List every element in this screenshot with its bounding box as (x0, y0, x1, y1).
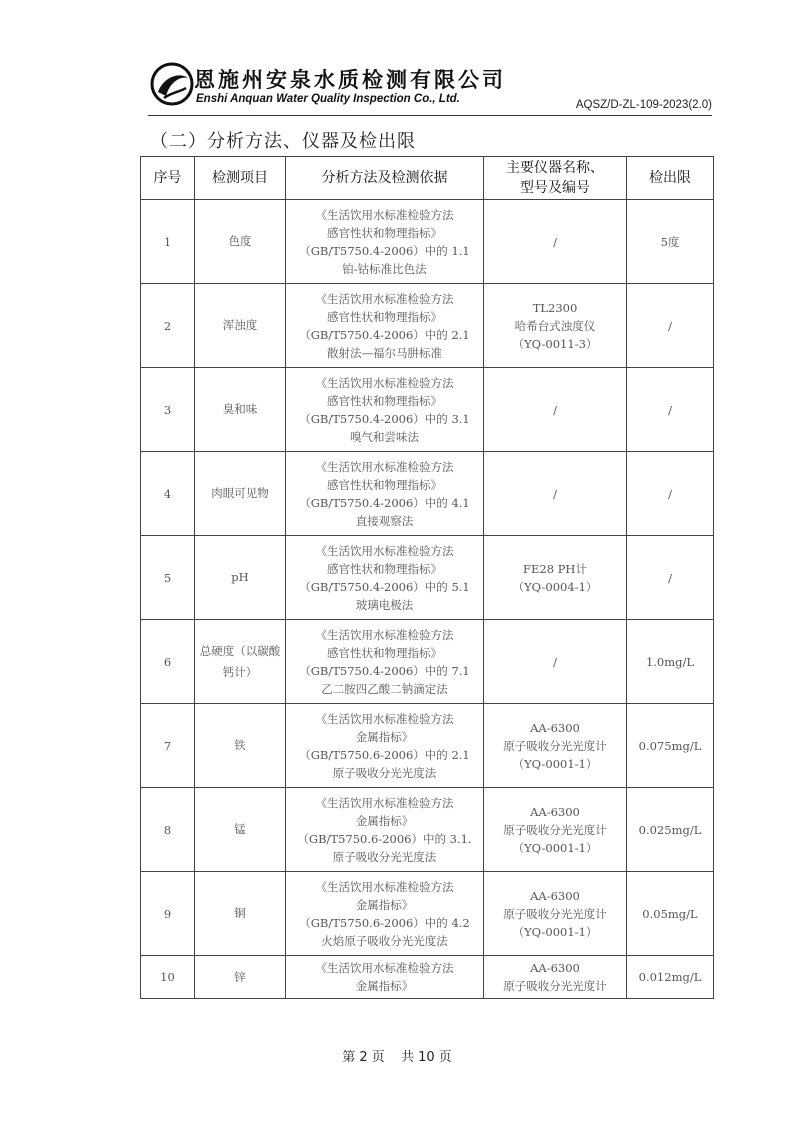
header-instrument (484, 157, 627, 200)
cell-item (195, 284, 286, 368)
cell-limit (627, 872, 714, 956)
cell-limit-text: / (668, 570, 672, 585)
cell-instrument-line: 原子吸收分光光度计 (503, 979, 607, 993)
cell-item-text: 臭和味 (222, 402, 258, 416)
cell-method (286, 368, 484, 452)
cell-item (195, 620, 286, 704)
page-total: 共 10 页 (400, 1050, 452, 1065)
cell-limit (627, 956, 714, 999)
cell-method-line: 感官性状和物理指标》 (327, 309, 442, 324)
cell-no (141, 872, 195, 956)
cell-method-line: 感官性状和物理指标》 (327, 561, 442, 576)
cell-method-line: （GB/T5750.6-2006）中的 4.2 (299, 915, 470, 930)
cell-method-line: 原子吸收分光光度法 (332, 765, 437, 780)
cell-method-line: （GB/T5750.6-2006）中的 2.1 (299, 747, 470, 762)
header-instrument-line2: 型号及编号 (520, 180, 590, 196)
cell-method-line: 《生活饮用水标准检验方法 (315, 207, 454, 222)
cell-no-text: 2 (163, 318, 172, 333)
cell-limit (627, 368, 714, 452)
cell-instrument-line: 原子吸收分光光度计 (503, 822, 607, 837)
cell-no-text: 9 (163, 906, 172, 921)
cell-limit (627, 452, 714, 536)
header-item: 检测项目 (195, 157, 286, 200)
table-row (141, 704, 714, 788)
cell-item-text: 铁 (234, 738, 246, 752)
cell-no (141, 284, 195, 368)
table-row (141, 368, 714, 452)
cell-instrument-line: （YQ-0001-1） (512, 840, 598, 855)
cell-method-line: （GB/T5750.4-2006）中的 7.1 (299, 663, 470, 678)
cell-method-line: 《生活饮用水标准检验方法 (315, 543, 454, 558)
cell-instrument-line: FE28 PH计 (523, 561, 587, 576)
cell-method-line: 感官性状和物理指标》 (327, 477, 442, 492)
header-instrument-line1: 主要仪器名称、 (506, 160, 604, 176)
cell-no-text: 6 (163, 654, 172, 669)
cell-instrument-line: （YQ-0004-1） (512, 579, 598, 594)
cell-limit (627, 536, 714, 620)
cell-method (286, 536, 484, 620)
cell-item-text: 肉眼可见物 (211, 486, 269, 500)
cell-item (195, 788, 286, 872)
header-divider (148, 115, 712, 116)
cell-instrument-line: AA-6300 (530, 888, 580, 903)
cell-instrument (484, 284, 627, 368)
cell-item (195, 452, 286, 536)
cell-method (286, 452, 484, 536)
cell-method-line: 金属指标》 (355, 729, 414, 744)
cell-instrument (484, 452, 627, 536)
cell-no (141, 536, 195, 620)
cell-instrument (484, 704, 627, 788)
page-header (150, 58, 712, 116)
cell-item-text: 锌 (234, 969, 246, 984)
cell-instrument-line: （YQ-0001-1） (512, 756, 598, 771)
cell-method-line: 金属指标》 (355, 897, 414, 912)
methods-table (140, 156, 714, 999)
cell-limit-text: 0.025mg/L (638, 822, 702, 837)
cell-method-line: 《生活饮用水标准检验方法 (315, 711, 454, 726)
cell-instrument-line: / (553, 486, 557, 501)
cell-method-line: 玻璃电极法 (355, 597, 414, 612)
table-row (141, 956, 714, 999)
cell-item (195, 368, 286, 452)
cell-instrument-line: （YQ-0001-1） (512, 924, 598, 939)
cell-method-line: 嗅气和尝味法 (350, 429, 419, 444)
cell-method-line: 乙二胺四乙酸二钠滴定法 (321, 681, 448, 696)
cell-instrument-line: 原子吸收分光光度计 (503, 738, 607, 753)
cell-no-text: 3 (163, 402, 172, 417)
cell-method-line: 《生活饮用水标准检验方法 (315, 795, 454, 810)
page-footer (0, 1046, 794, 1065)
cell-method-line: 火焰原子吸收分光光度法 (321, 933, 448, 948)
cell-method-line: 《生活饮用水标准检验方法 (315, 879, 454, 894)
cell-method (286, 620, 484, 704)
cell-limit-text: 1.0mg/L (645, 654, 695, 669)
company-logo-icon (150, 62, 194, 106)
cell-method-line: 《生活饮用水标准检验方法 (315, 961, 454, 975)
cell-limit-text: 5度 (660, 234, 680, 249)
cell-method (286, 284, 484, 368)
cell-item-text: 浑浊度 (222, 318, 258, 332)
cell-no-text: 10 (160, 970, 175, 984)
table-row (141, 788, 714, 872)
section-title: （二）分析方法、仪器及检出限 (150, 131, 416, 152)
cell-instrument (484, 368, 627, 452)
cell-instrument-line: （YQ-0011-3） (512, 336, 598, 351)
cell-method-line: 《生活饮用水标准检验方法 (315, 291, 454, 306)
cell-limit-text: / (668, 486, 672, 501)
table-row (141, 284, 714, 368)
cell-limit (627, 788, 714, 872)
cell-method-line: 《生活饮用水标准检验方法 (315, 459, 454, 474)
page-number: 第 2 页 (342, 1050, 385, 1065)
cell-item (195, 704, 286, 788)
cell-item-text: 色度 (228, 234, 252, 248)
cell-item-text: 总硬度（以碳酸钙计） (199, 643, 281, 679)
cell-item-text: 锰 (234, 822, 246, 836)
cell-method-line: （GB/T5750.6-2006）中的 3.1. (297, 831, 472, 846)
company-name-cn: 恩施州安泉水质检测有限公司 (194, 68, 506, 92)
cell-method-line: 《生活饮用水标准检验方法 (315, 375, 454, 390)
cell-no (141, 200, 195, 284)
cell-item (195, 536, 286, 620)
cell-method (286, 956, 484, 999)
cell-limit-text: / (668, 402, 672, 417)
cell-method-line: 感官性状和物理指标》 (327, 393, 442, 408)
cell-limit (627, 620, 714, 704)
cell-method-line: （GB/T5750.4-2006）中的 2.1 (299, 327, 470, 342)
cell-method-line: 金属指标》 (355, 979, 414, 993)
cell-method-line: 铂-钴标准比色法 (342, 261, 427, 276)
cell-method-line: 感官性状和物理指标》 (327, 225, 442, 240)
cell-instrument-line: / (553, 234, 557, 249)
cell-instrument (484, 872, 627, 956)
cell-limit-text: 0.05mg/L (642, 906, 698, 921)
cell-method-line: 感官性状和物理指标》 (327, 645, 442, 660)
cell-limit-text: / (668, 318, 672, 333)
cell-method (286, 200, 484, 284)
cell-instrument-line: AA-6300 (530, 804, 580, 819)
table-row (141, 200, 714, 284)
cell-item-text: pH (231, 570, 249, 584)
header-no: 序号 (141, 157, 195, 200)
cell-method (286, 872, 484, 956)
cell-method-line: 《生活饮用水标准检验方法 (315, 627, 454, 642)
cell-method-line: （GB/T5750.4-2006）中的 4.1 (299, 495, 470, 510)
cell-limit-text: 0.075mg/L (638, 738, 702, 753)
cell-instrument (484, 956, 627, 999)
cell-instrument (484, 788, 627, 872)
cell-no (141, 956, 195, 999)
table-row (141, 536, 714, 620)
cell-item-text: 铜 (234, 906, 246, 920)
cell-method-line: （GB/T5750.4-2006）中的 5.1 (299, 579, 470, 594)
cell-instrument-line: AA-6300 (530, 961, 580, 975)
table-row (141, 872, 714, 956)
cell-no-text: 7 (163, 738, 172, 753)
cell-limit (627, 284, 714, 368)
cell-instrument-line: AA-6300 (530, 720, 580, 735)
cell-method (286, 788, 484, 872)
cell-instrument-line: TL2300 (532, 300, 578, 315)
cell-no-text: 5 (163, 570, 172, 585)
cell-instrument-line: / (553, 654, 557, 669)
cell-item (195, 200, 286, 284)
cell-instrument (484, 536, 627, 620)
cell-instrument-line: 原子吸收分光光度计 (503, 906, 607, 921)
cell-method-line: 直接观察法 (355, 513, 414, 528)
cell-limit (627, 200, 714, 284)
cell-item (195, 872, 286, 956)
company-name-en: Enshi Anquan Water Quality Inspection Co., Ltd. (196, 93, 460, 105)
cell-instrument-line: 哈希台式浊度仪 (514, 318, 596, 333)
cell-no-text: 8 (163, 822, 172, 837)
cell-method-line: （GB/T5750.4-2006）中的 3.1 (299, 411, 470, 426)
cell-method-line: 原子吸收分光光度法 (332, 849, 437, 864)
cell-method (286, 704, 484, 788)
cell-no (141, 788, 195, 872)
header-limit: 检出限 (627, 157, 714, 200)
cell-no (141, 452, 195, 536)
header-method: 分析方法及检测依据 (286, 157, 484, 200)
table-header-row (141, 157, 714, 200)
cell-limit (627, 704, 714, 788)
cell-no-text: 4 (163, 486, 172, 501)
cell-no (141, 620, 195, 704)
document-code: AQSZ/D-ZL-109-2023(2.0) (575, 99, 712, 111)
cell-instrument-line: / (553, 402, 557, 417)
cell-no (141, 368, 195, 452)
cell-instrument (484, 620, 627, 704)
table-row (141, 620, 714, 704)
cell-method-line: 散射法—福尔马肼标准 (327, 345, 442, 360)
cell-no-text: 1 (163, 234, 172, 249)
table-row (141, 452, 714, 536)
cell-no (141, 704, 195, 788)
cell-method-line: （GB/T5750.4-2006）中的 1.1 (299, 243, 470, 258)
cell-item (195, 956, 286, 999)
cell-instrument (484, 200, 627, 284)
cell-method-line: 金属指标》 (355, 813, 414, 828)
cell-limit-text: 0.012mg/L (638, 970, 702, 984)
